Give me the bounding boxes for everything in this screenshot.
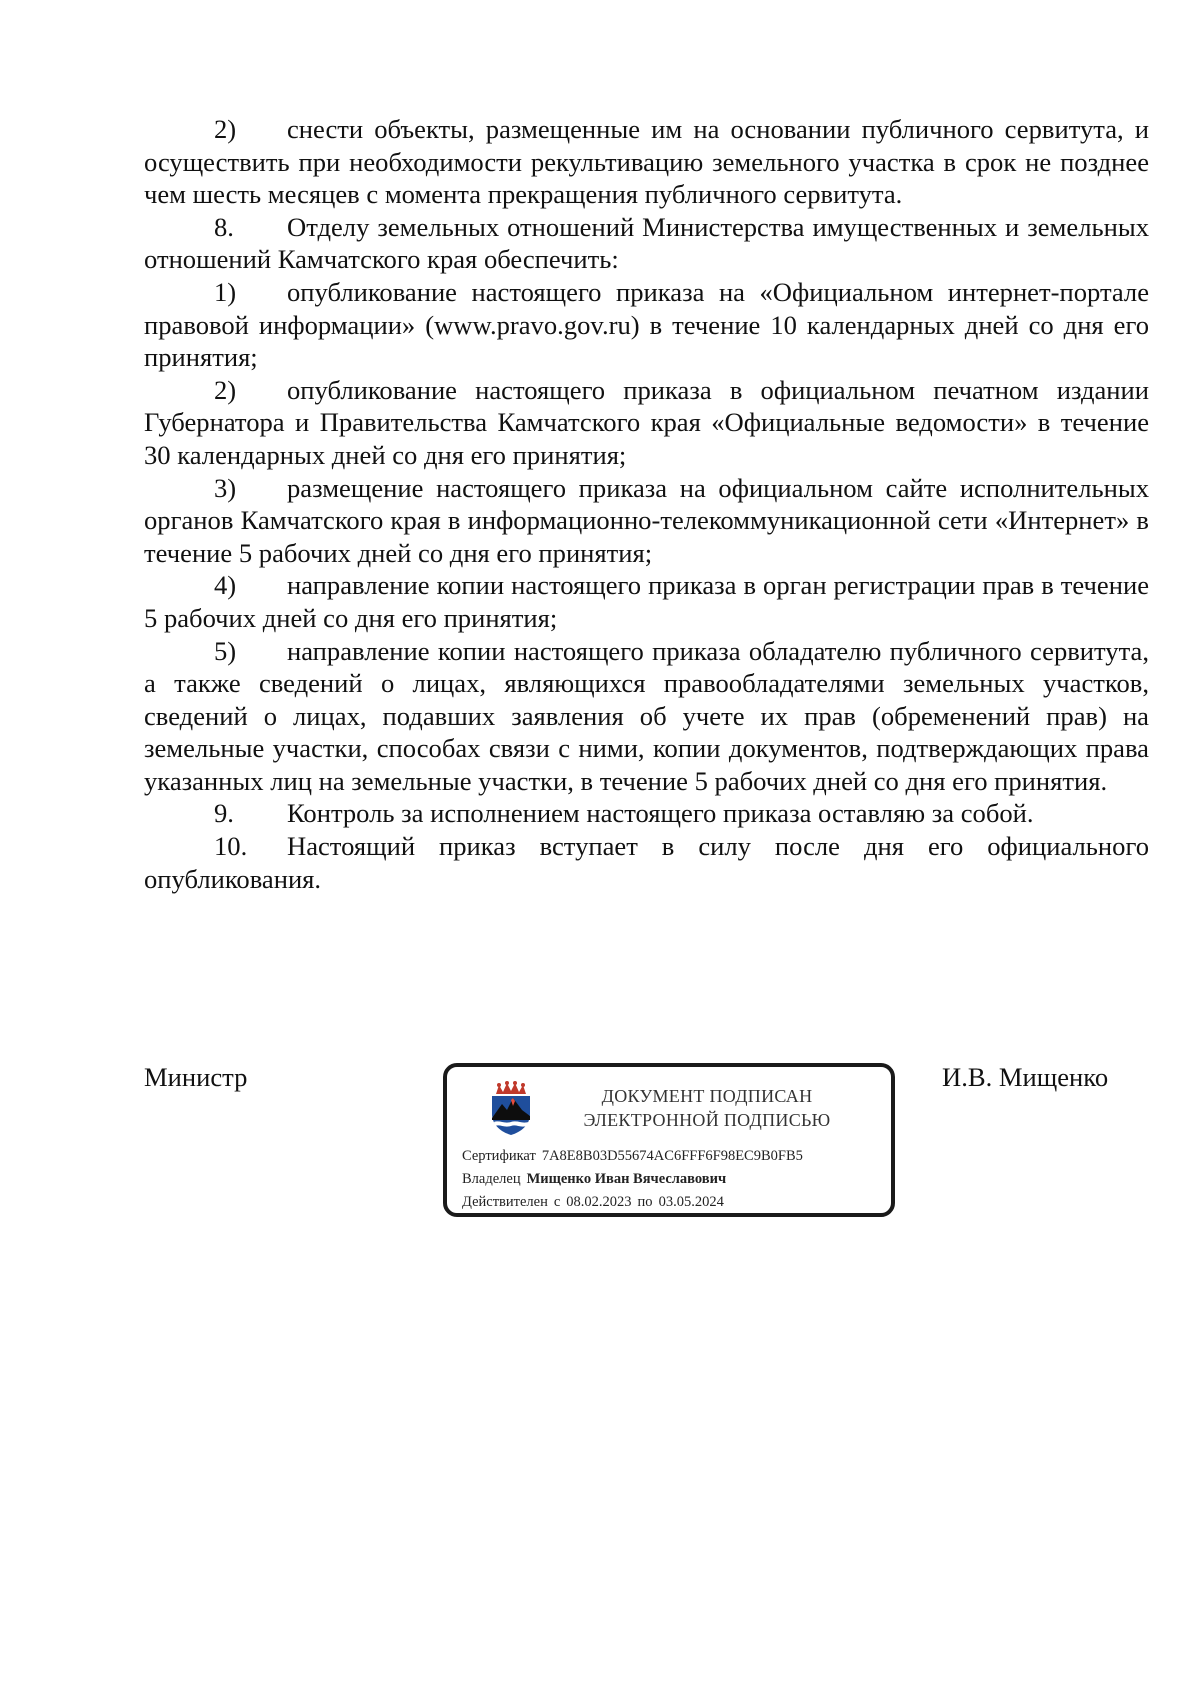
item-number: 3): [214, 472, 237, 503]
list-item: [144, 797, 1149, 830]
item-number: 2): [214, 114, 237, 144]
item-number: 8.: [214, 211, 234, 242]
document-body: [144, 113, 1149, 895]
list-item: [144, 113, 1149, 211]
owner-value: Мищенко Иван Вячеславович: [526, 1171, 727, 1187]
list-item: [144, 830, 1149, 895]
list-item: [144, 472, 1149, 570]
kamchatka-coat-of-arms-icon: [484, 1080, 538, 1136]
valid-from-prefix: с: [553, 1194, 561, 1210]
stamp-title-line: ЭЛЕКТРОННОЙ ПОДПИСЬЮ: [583, 1110, 831, 1130]
valid-to-prefix: по: [637, 1194, 653, 1210]
item-text: Контроль за исполнением настоящего приказа оставляю за собой.: [287, 798, 1034, 829]
list-item: [144, 276, 1149, 374]
item-number: 5): [214, 635, 237, 666]
electronic-signature-stamp: [443, 1063, 895, 1217]
owner-line: [462, 1170, 726, 1188]
item-text: Настоящий приказ вступает в силу после дня его официального опубликования.: [144, 831, 1149, 894]
valid-label: Действителен: [462, 1194, 548, 1210]
item-text: направление копии настоящего приказа обладателю публичного сервитута, а также сведений о лицах, являющихся правообладателями земельных участков, сведений о лицах, подавших заявления об учете их прав (обременений прав) на земельные участки, способах связи с ними, копии документов, подтверждающих права указанных лиц на земельные участки, в течение 5 рабочих дней со дня его принятия.: [144, 635, 1149, 796]
signer-position: Министр: [144, 1062, 248, 1092]
signer-name: И.В. Мищенко: [942, 1062, 1109, 1092]
stamp-title: [542, 1084, 872, 1132]
item-number: 10.: [214, 831, 248, 862]
item-text: направление копии настоящего приказа в орган регистрации прав в течение 5 рабочих дней со дня его принятия;: [144, 570, 1149, 633]
item-text: опубликование настоящего приказа на «Официальном интернет-портале правовой информации» (www.pravo.gov.ru) в течение 10 календарных дней со дня его принятия;: [144, 276, 1149, 373]
list-item: [144, 569, 1149, 634]
item-text: снести объекты, размещенные им на основании публичного сервитута, и осуществить при необходимости рекультивацию земельного участка в срок не позднее чем шесть месяцев с момента прекращения публичного сервитута.: [144, 114, 1149, 210]
certificate-value: 7A8E8B03D55674AC6FFF6F98EC9B0FB5: [541, 1148, 803, 1164]
valid-from: 08.02.2023: [566, 1194, 632, 1210]
item-text: Отделу земельных отношений Министерства имущественных и земельных отношений Камчатского края обеспечить:: [144, 211, 1149, 275]
list-item: [144, 635, 1149, 798]
owner-label: Владелец: [462, 1171, 521, 1187]
item-text: опубликование настоящего приказа в официальном печатном издании Губернатора и Правительства Камчатского края «Официальные ведомости» в течение 30 календарных дней со дня его принятия;: [144, 374, 1149, 470]
item-number: 2): [214, 374, 237, 405]
validity-line: [462, 1193, 724, 1211]
stamp-title-line: ДОКУМЕНТ ПОДПИСАН: [601, 1086, 813, 1106]
certificate-label: Сертификат: [462, 1148, 536, 1164]
list-item: [144, 211, 1149, 276]
item-number: 4): [214, 570, 237, 601]
list-item: [144, 374, 1149, 472]
item-text: размещение настоящего приказа на официальном сайте исполнительных органов Камчатского края в информационно-телекоммуникационной сети «Интернет» в течение 5 рабочих дней со дня его принятия;: [144, 472, 1149, 568]
item-number: 9.: [214, 798, 234, 829]
item-number: 1): [214, 276, 237, 307]
valid-to: 03.05.2024: [658, 1194, 724, 1210]
certificate-line: [462, 1147, 803, 1165]
